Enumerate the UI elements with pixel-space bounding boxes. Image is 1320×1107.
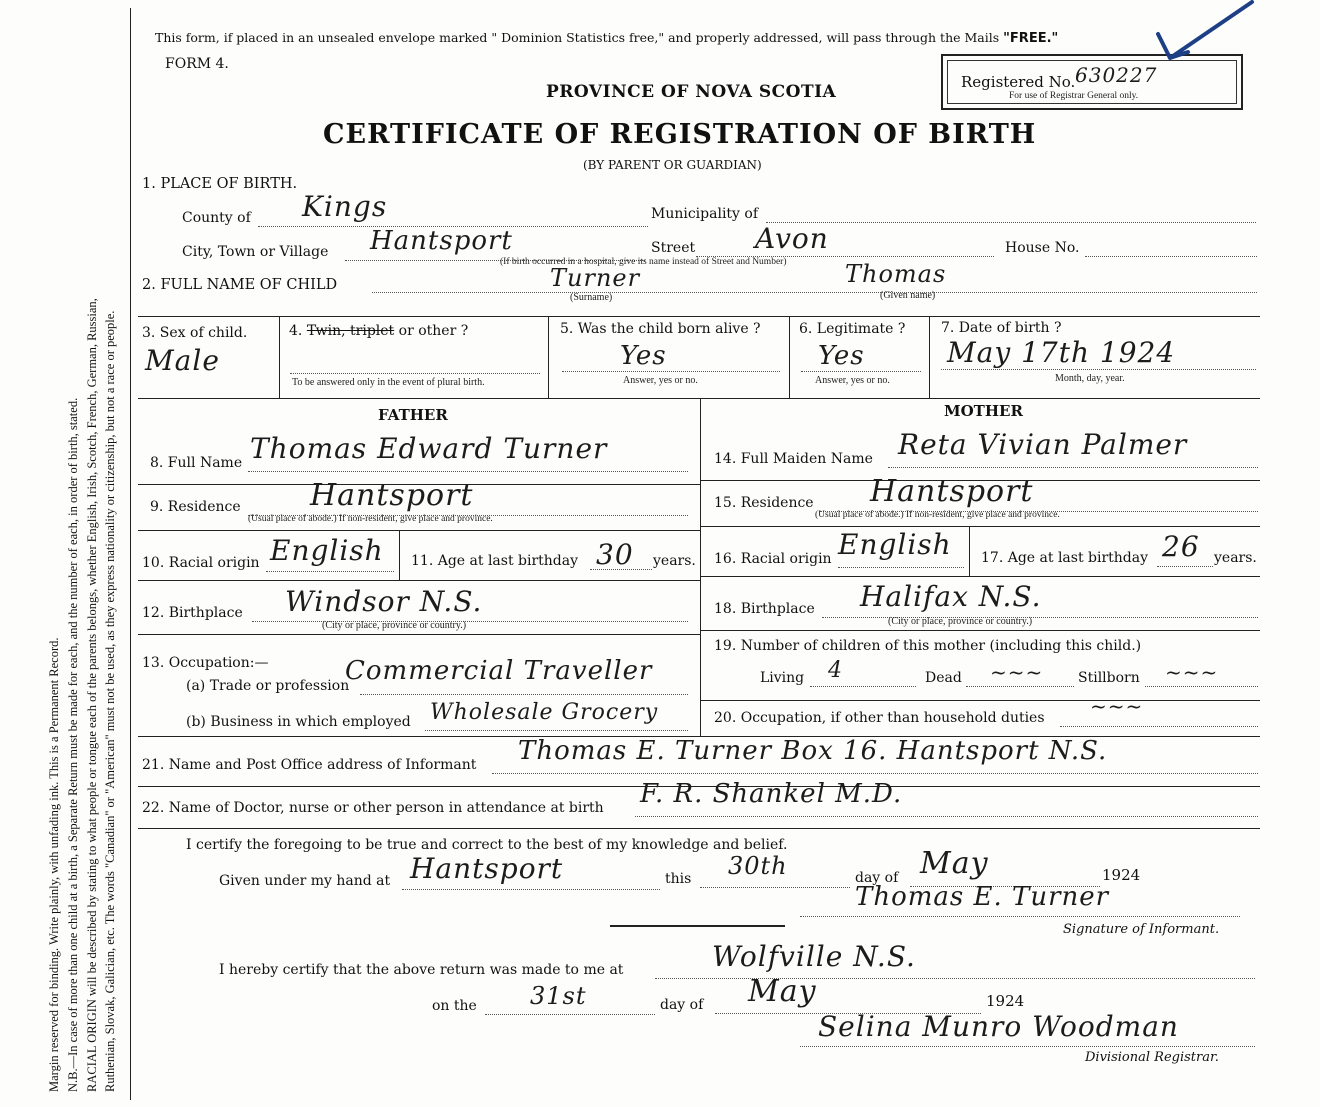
mother-residence-value[interactable]: Hantsport (870, 474, 1034, 509)
stillborn-value[interactable]: ~~~ (1165, 660, 1219, 684)
mother-residence-caption: (Usual place of abode.) If non-resident, give place and province. (815, 510, 1060, 520)
registrar-statement: I hereby certify that the above return was made to me at (219, 962, 624, 978)
certify-dayof-label: day of (855, 870, 899, 886)
father-residence-value[interactable]: Hantsport (310, 478, 474, 513)
mother-birthplace-label: 18. Birthplace (714, 601, 815, 617)
registrar-use-note: For use of Registrar General only. (1009, 91, 1139, 101)
alive-value[interactable]: Yes (620, 341, 667, 371)
mother-birthplace-value[interactable]: Halifax N.S. (860, 580, 1042, 613)
municipality-line (766, 222, 1256, 223)
dob-label: 7. Date of birth ? (941, 320, 1062, 336)
father-age-label: 11. Age at last birthday (411, 553, 579, 569)
street-label: Street (651, 240, 696, 256)
father-birthplace-label: 12. Birthplace (142, 605, 243, 621)
place-of-birth-heading: 1. PLACE OF BIRTH. (142, 176, 298, 192)
mother-name-label: 14. Full Maiden Name (714, 451, 873, 467)
given-place-value[interactable]: Hantsport (410, 852, 564, 885)
surname-caption: (Surname) (570, 292, 613, 303)
mother-heading: MOTHER (944, 402, 1023, 420)
certificate-title: CERTIFICATE OF REGISTRATION OF BIRTH (323, 119, 1037, 150)
child-surname-value[interactable]: Turner (550, 264, 641, 292)
father-race-value[interactable]: English (270, 534, 384, 567)
dob-caption: Month, day, year. (1055, 373, 1125, 384)
legit-value[interactable]: Yes (818, 341, 865, 371)
margin-note-binding: Margin reserved for binding. Write plainly, with unfading ink. This is a Permanent Record. (47, 637, 61, 1092)
father-name-value[interactable]: Thomas Edward Turner (250, 432, 608, 465)
sex-label: 3. Sex of child. (142, 325, 248, 341)
mother-residence-label: 15. Residence (714, 495, 814, 511)
informant-signature-label: Signature of Informant. (1063, 922, 1220, 937)
mother-occupation-value[interactable]: ~~~ (1090, 694, 1144, 718)
mailing-notice-text: This form, if placed in an unsealed envelope marked " Dominion Statistics free," and properly addressed, will pass through the Mails (155, 30, 1000, 45)
legit-label: 6. Legitimate ? (799, 321, 906, 337)
check-arrow-mark (1148, 0, 1258, 80)
registrar-day-value[interactable]: 31st (530, 982, 587, 1010)
father-age-value[interactable]: 30 (596, 538, 634, 571)
doctor-label: 22. Name of Doctor, nurse or other person in attendance at birth (142, 800, 604, 816)
mailing-notice-free: "FREE." (1003, 31, 1059, 46)
given-caption: (Given name) (880, 290, 936, 301)
registrar-year-value[interactable]: 1924 (986, 992, 1025, 1010)
doctor-value[interactable]: F. R. Shankel M.D. (640, 779, 903, 809)
certify-this-label: this (665, 871, 692, 887)
dead-value[interactable]: ~~~ (990, 660, 1044, 684)
father-birthplace-value[interactable]: Windsor N.S. (285, 585, 483, 618)
child-name-line (372, 292, 1257, 293)
mother-race-label: 16. Racial origin (714, 551, 832, 567)
father-name-label: 8. Full Name (150, 455, 243, 471)
child-name-label: 2. FULL NAME OF CHILD (142, 277, 338, 293)
informant-value[interactable]: Thomas E. Turner Box 16. Hantsport N.S. (518, 736, 1108, 766)
certify-statement: I certify the foregoing to be true and correct to the best of my knowledge and belief. (186, 837, 788, 853)
given-hand-label: Given under my hand at (219, 873, 391, 889)
mother-race-value[interactable]: English (838, 528, 952, 561)
alive-caption: Answer, yes or no. (623, 375, 698, 386)
separator-rule (610, 925, 785, 927)
father-residence-label: 9. Residence (150, 499, 241, 515)
parents-divider (700, 398, 701, 736)
informant-label: 21. Name and Post Office address of Informant (142, 757, 477, 773)
dead-label: Dead (925, 670, 962, 686)
house-line (1085, 256, 1257, 257)
city-value[interactable]: Hantsport (370, 226, 513, 256)
dob-value[interactable]: May 17th 1924 (947, 336, 1176, 369)
margin-note-multiple-births: N.B.—In case of more than one child at a birth, a Separate Return must be made for each, and the number of each, in order of birth, stated. (66, 397, 80, 1092)
city-label: City, Town or Village (182, 244, 329, 260)
mother-age-years: years. (1214, 550, 1257, 566)
rule-top-boxes (138, 316, 1260, 317)
rule-bottom-boxes (138, 398, 1260, 399)
sex-value[interactable]: Male (145, 344, 220, 377)
certificate-subtitle: (BY PARENT OR GUARDIAN) (583, 158, 762, 172)
father-occupation-label: 13. Occupation:— (142, 655, 269, 671)
hospital-note: (If birth occurred in a hospital, give its name instead of Street and Number) (500, 257, 787, 267)
registered-label: Registered No. (961, 73, 1076, 91)
house-label: House No. (1005, 240, 1080, 256)
street-value[interactable]: Avon (755, 222, 829, 255)
registrar-dayof-label: day of (660, 997, 704, 1013)
registrar-signature-label: Divisional Registrar. (1085, 1050, 1219, 1065)
registrar-place-value[interactable]: Wolfville N.S. (712, 940, 916, 973)
binding-margin-line (130, 8, 131, 1100)
child-given-value[interactable]: Thomas (845, 260, 947, 288)
certify-day-value[interactable]: 30th (728, 852, 788, 880)
mother-age-label: 17. Age at last birthday (981, 550, 1149, 566)
father-race-label: 10. Racial origin (142, 555, 260, 571)
informant-signature[interactable]: Thomas E. Turner (855, 882, 1110, 912)
mother-occupation-label: 20. Occupation, if other than household duties (714, 710, 1045, 726)
children-count-label: 19. Number of children of this mother (including this child.) (714, 638, 1142, 654)
father-birthplace-caption: (City or place, province or country.) (322, 620, 467, 631)
margin-note-racial-origin-cont: Ruthenian, Slovak, Galician, etc. The words "Canadian" or "American" must not be used, as they express nationality or citizenship, but not a race or people. (103, 310, 117, 1092)
father-trade-value[interactable]: Commercial Traveller (345, 656, 653, 686)
father-age-years: years. (653, 553, 696, 569)
father-residence-caption: (Usual place of abode.) If non-resident, give place and province. (248, 514, 493, 524)
twin-caption: To be answered only in the event of plural birth. (292, 377, 485, 388)
father-heading: FATHER (378, 406, 448, 424)
father-trade-label: (a) Trade or profession (186, 678, 350, 694)
form-number: FORM 4. (165, 56, 229, 72)
county-value[interactable]: Kings (302, 190, 388, 223)
alive-label: 5. Was the child born alive ? (560, 321, 761, 337)
mother-age-value[interactable]: 26 (1162, 530, 1200, 563)
margin-note-racial-origin: RACIAL ORIGIN will be described by stating to what people or tongue each of the parents belongs, whether English, Irish, Scotch, French, German, Russian, (85, 298, 99, 1092)
mother-birthplace-caption: (City or place, province or country.) (888, 616, 1033, 627)
mother-name-value[interactable]: Reta Vivian Palmer (898, 428, 1188, 461)
registrar-month-value[interactable]: May (748, 974, 817, 1009)
province-heading: PROVINCE OF NOVA SCOTIA (546, 82, 837, 102)
mailing-notice (155, 30, 1058, 46)
father-business-value[interactable]: Wholesale Grocery (430, 700, 659, 725)
father-business-label: (b) Business in which employed (186, 714, 411, 730)
legit-caption: Answer, yes or no. (815, 375, 890, 386)
registrar-on-label: on the (432, 998, 477, 1014)
municipality-label: Municipality of (651, 206, 759, 222)
registrar-signature[interactable]: Selina Munro Woodman (818, 1010, 1179, 1043)
registered-value: 630227 (1075, 63, 1158, 87)
certify-year-value[interactable]: 1924 (1102, 866, 1141, 884)
stillborn-label: Stillborn (1078, 670, 1140, 686)
certify-month-value[interactable]: May (920, 846, 989, 881)
twin-label: 4. Twin, triplet or other ? (289, 323, 469, 339)
county-label: County of (182, 210, 251, 226)
living-label: Living (760, 670, 805, 686)
living-value[interactable]: 4 (828, 658, 843, 683)
